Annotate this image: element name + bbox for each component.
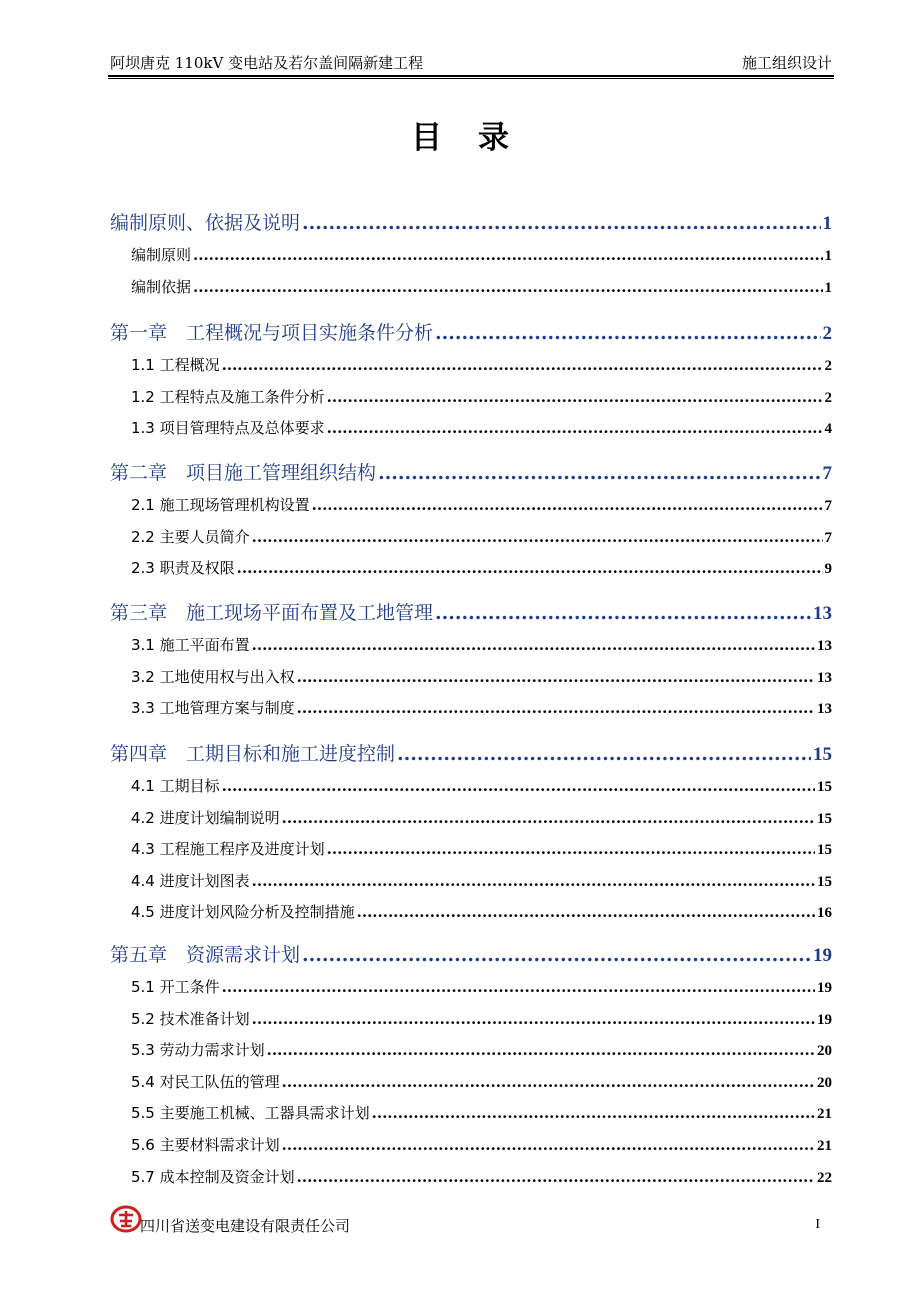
toc-entry-label: 5.4 对民工队伍的管理 xyxy=(131,1072,280,1091)
toc-leader-dots xyxy=(193,278,822,296)
toc-leader-dots xyxy=(397,743,811,765)
toc-section-entry[interactable] xyxy=(110,838,832,859)
toc-entry-page-number: 13 xyxy=(817,701,832,718)
toc-chapter-entry[interactable] xyxy=(110,940,832,967)
toc-entry-label: 编制原则、依据及说明 xyxy=(110,212,301,234)
toc-leader-dots xyxy=(435,322,820,344)
toc-entry-label: 2.3 职责及权限 xyxy=(131,559,235,578)
toc-leader-dots xyxy=(282,1136,815,1154)
toc-leader-dots xyxy=(252,636,815,654)
toc-leader-dots xyxy=(302,944,811,966)
toc-section-entry[interactable] xyxy=(110,417,832,438)
toc-leader-dots xyxy=(297,699,815,717)
toc-entry-page-number: 13 xyxy=(813,603,832,624)
toc-chapter-entry[interactable] xyxy=(110,318,832,345)
toc-entry-label: 4.4 进度计划图表 xyxy=(131,871,250,890)
toc-entry-page-number: 19 xyxy=(817,980,832,996)
toc-section-entry[interactable] xyxy=(110,901,832,922)
toc-leader-dots xyxy=(252,872,815,890)
toc-chapter-entry[interactable] xyxy=(110,739,832,766)
toc-entry-label: 4.2 进度计划编制说明 xyxy=(131,808,280,827)
toc-entry-page-number: 15 xyxy=(817,873,832,890)
toc-leader-dots xyxy=(267,1041,815,1059)
toc-leader-dots xyxy=(435,602,811,624)
toc-entry-label: 第二章 项目施工管理组织结构 xyxy=(110,462,377,484)
toc-leader-dots xyxy=(222,978,815,996)
toc-entry-page-number: 7 xyxy=(822,463,832,484)
toc-leader-dots xyxy=(327,419,823,437)
toc-leader-dots xyxy=(302,212,820,234)
toc-leader-dots xyxy=(297,1168,815,1186)
toc-entry-label: 4.1 工期目标 xyxy=(131,777,220,795)
toc-section-entry[interactable] xyxy=(110,634,832,655)
toc-entry-page-number: 16 xyxy=(817,905,832,922)
toc-entry-page-number: 7 xyxy=(824,498,832,514)
toc-entry-page-number: 20 xyxy=(817,1074,832,1091)
toc-leader-dots xyxy=(327,388,823,406)
toc-entry-label: 5.7 成本控制及资金计划 xyxy=(131,1167,295,1186)
toc-entry-label: 3.1 施工平面布置 xyxy=(131,636,250,654)
toc-section-entry[interactable] xyxy=(110,557,832,578)
toc-entry-page-number: 1 xyxy=(824,279,832,296)
page-footer xyxy=(110,1205,820,1235)
toc-leader-dots xyxy=(222,356,823,374)
toc-entry-page-number: 21 xyxy=(817,1106,832,1123)
toc-entry-label: 2.2 主要人员简介 xyxy=(131,527,250,546)
toc-entry-label: 1.1 工程概况 xyxy=(131,356,220,374)
toc-entry-label: 5.2 技术准备计划 xyxy=(131,1009,250,1028)
header-project-title: 阿坝唐克 110kV 变电站及若尔盖间隔新建工程 xyxy=(110,54,424,72)
header-rule-thin xyxy=(108,78,834,79)
toc-entry-page-number: 15 xyxy=(817,842,832,859)
toc-section-entry[interactable] xyxy=(110,870,832,891)
toc-section-entry[interactable] xyxy=(110,386,832,407)
toc-entry-page-number: 19 xyxy=(817,1011,832,1028)
toc-section-entry[interactable] xyxy=(110,526,832,547)
toc-entry-page-number: 20 xyxy=(817,1043,832,1060)
toc-section-entry[interactable] xyxy=(110,1039,832,1060)
toc-entry-label: 编制依据 xyxy=(131,277,192,296)
toc-section-entry[interactable] xyxy=(110,1071,832,1092)
page-header xyxy=(110,52,832,76)
footer-page-number: I xyxy=(815,1217,820,1232)
toc-entry-label: 编制原则 xyxy=(131,246,192,264)
toc-leader-dots xyxy=(222,777,815,795)
toc-entry-page-number: 9 xyxy=(824,561,832,578)
toc-leader-dots xyxy=(312,496,823,514)
toc-entry-label: 第四章 工期目标和施工进度控制 xyxy=(110,743,396,765)
toc-entry-label: 5.1 开工条件 xyxy=(131,978,220,996)
toc-entry-label: 2.1 施工现场管理机构设置 xyxy=(131,496,310,514)
toc-entry-label: 5.3 劳动力需求计划 xyxy=(131,1041,265,1060)
toc-section-entry[interactable] xyxy=(110,1134,832,1155)
toc-chapter-entry[interactable] xyxy=(110,598,832,625)
toc-entry-page-number: 7 xyxy=(824,529,832,546)
toc-entry-page-number: 2 xyxy=(824,358,832,374)
toc-section-entry[interactable] xyxy=(110,697,832,718)
toc-leader-dots xyxy=(282,809,815,827)
toc-leader-dots xyxy=(297,668,815,686)
toc-leader-dots xyxy=(252,528,823,546)
toc-entry-page-number: 15 xyxy=(817,810,832,827)
toc-entry-label: 第一章 工程概况与项目实施条件分析 xyxy=(110,322,434,344)
toc-entry-page-number: 1 xyxy=(824,248,832,264)
toc-entry-page-number: 21 xyxy=(817,1138,832,1154)
toc-section-entry[interactable] xyxy=(110,976,832,997)
toc-section-entry[interactable] xyxy=(110,494,832,515)
toc-entry-label: 5.5 主要施工机械、工器具需求计划 xyxy=(131,1104,370,1123)
toc-entry-page-number: 22 xyxy=(817,1169,832,1186)
toc-entry-label: 3.3 工地管理方案与制度 xyxy=(131,699,295,718)
toc-section-entry[interactable] xyxy=(110,244,832,265)
toc-leader-dots xyxy=(327,840,815,858)
toc-entry-label: 1.2 工程特点及施工条件分析 xyxy=(131,387,325,406)
header-document-type: 施工组织设计 xyxy=(741,54,832,72)
toc-entry-page-number: 13 xyxy=(817,638,832,654)
page-title: 目录 xyxy=(411,120,545,156)
toc-entry-page-number: 15 xyxy=(813,744,832,765)
toc-entry-page-number: 13 xyxy=(817,669,832,686)
toc-entry-page-number: 2 xyxy=(824,389,832,406)
toc-entry-label: 1.3 项目管理特点及总体要求 xyxy=(131,419,325,438)
toc-entry-page-number: 1 xyxy=(822,213,832,234)
toc-leader-dots xyxy=(372,1104,815,1122)
company-logo-icon xyxy=(110,1205,142,1233)
toc-chapter-entry[interactable] xyxy=(110,208,832,235)
toc-leader-dots xyxy=(378,462,820,484)
toc-leader-dots xyxy=(282,1073,815,1091)
toc-section-entry[interactable] xyxy=(110,666,832,687)
footer-company-name: 四川省送变电建设有限责任公司 xyxy=(140,1217,351,1235)
toc-entry-label: 4.5 进度计划风险分析及控制措施 xyxy=(131,903,355,922)
header-rule xyxy=(108,75,834,77)
toc-entry-page-number: 19 xyxy=(813,945,832,966)
toc-section-entry[interactable] xyxy=(110,1102,832,1123)
toc-section-entry[interactable] xyxy=(110,276,832,297)
toc-entry-page-number: 4 xyxy=(824,421,832,438)
toc-entry-label: 第五章 资源需求计划 xyxy=(110,944,301,966)
toc-entry-page-number: 2 xyxy=(822,323,832,344)
toc-entry-label: 第三章 施工现场平面布置及工地管理 xyxy=(110,602,434,624)
toc-entry-label: 4.3 工程施工程序及进度计划 xyxy=(131,840,325,859)
toc-section-entry[interactable] xyxy=(110,1166,832,1187)
toc-leader-dots xyxy=(237,559,823,577)
toc-leader-dots xyxy=(252,1010,815,1028)
toc-section-entry[interactable] xyxy=(110,354,832,375)
toc-entry-page-number: 15 xyxy=(817,779,832,795)
toc-leader-dots xyxy=(193,246,822,264)
toc-entry-label: 5.6 主要材料需求计划 xyxy=(131,1136,280,1154)
toc-chapter-entry[interactable] xyxy=(110,458,832,485)
toc-section-entry[interactable] xyxy=(110,807,832,828)
toc-entry-label: 3.2 工地使用权与出入权 xyxy=(131,667,295,686)
toc-leader-dots xyxy=(357,903,815,921)
toc-section-entry[interactable] xyxy=(110,1008,832,1029)
toc-section-entry[interactable] xyxy=(110,775,832,796)
